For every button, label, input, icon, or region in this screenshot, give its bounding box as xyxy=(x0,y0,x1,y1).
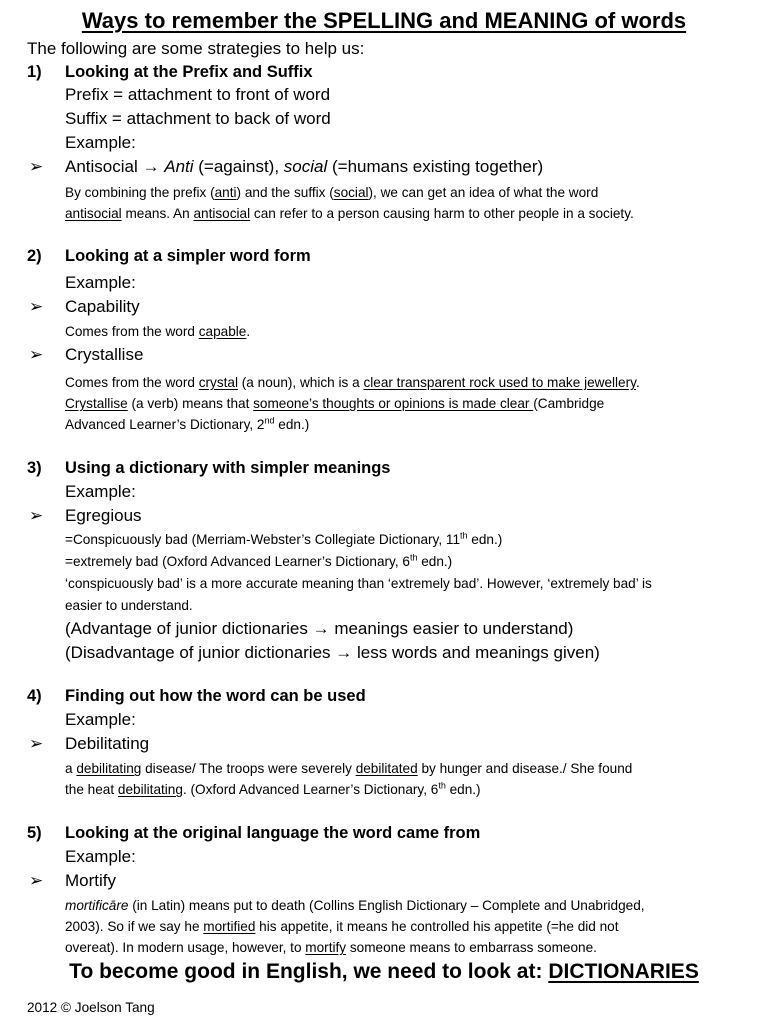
conclusion-banner: To become good in English, we need to look at: DICTIONARIES xyxy=(69,960,699,983)
example-label: Example: xyxy=(65,133,136,152)
section-1-heading: 1) Looking at the Prefix and Suffix xyxy=(27,63,313,81)
antisocial-explanation: By combining the prefix (anti) and the suffix (social), we can get an idea of what the word antisocial means. An antisocial can refer to a person causing harm to other people in a society. xyxy=(65,185,634,221)
bullet-arrow-icon: ➢ xyxy=(29,734,44,753)
word-egregious: Egregious xyxy=(65,506,142,525)
example-label: Example: xyxy=(65,847,136,866)
prefix-definition: Prefix = attachment to front of word xyxy=(65,85,331,104)
mortify-origin: mortificāre (in Latin) means put to death (Collins English Dictionary – Complete and Unabridged, 2003). So if we say he mortified his appetite, it means he controlled his appetite (=he did not overeat). In modern usage, however, to mortify someone means to embarrass someone. xyxy=(65,898,645,955)
arrow-icon: → xyxy=(335,643,353,662)
bullet-arrow-icon: ➢ xyxy=(29,345,44,364)
example-label: Example: xyxy=(65,710,136,729)
disadvantage-note: (Disadvantage of junior dictionaries → less words and meanings given) xyxy=(65,643,600,662)
copyright-notice: 2012 © Joelson Tang xyxy=(27,1000,155,1015)
word-crystallise: Crystallise xyxy=(65,345,144,364)
arrow-icon: → xyxy=(312,619,330,638)
arrow-icon: → xyxy=(142,157,160,176)
word-mortify: Mortify xyxy=(65,871,116,890)
bullet-arrow-icon: ➢ xyxy=(29,157,44,176)
section-4-heading: 4) Finding out how the word can be used xyxy=(27,687,366,705)
bullet-arrow-icon: ➢ xyxy=(29,871,44,890)
advantage-note: (Advantage of junior dictionaries → meanings easier to understand) xyxy=(65,619,574,638)
suffix-definition: Suffix = attachment to back of word xyxy=(65,109,331,128)
example-label: Example: xyxy=(65,273,136,292)
word-capability: Capability xyxy=(65,297,140,316)
crystallise-explanation: Comes from the word crystal (a noun), which is a clear transparent rock used to make jewellery. Crystallise (a verb) means that someone’s thoughts or opinions is made clear (Cambridge Advanced Learner’s Dictionary, 2nd edn.) xyxy=(65,375,640,432)
word-debilitating: Debilitating xyxy=(65,734,150,753)
page-title: Ways to remember the SPELLING and MEANING of words xyxy=(81,8,687,33)
example-label: Example: xyxy=(65,482,136,501)
section-5-heading: 5) Looking at the original language the word came from xyxy=(27,824,481,842)
capability-explanation: Comes from the word capable. xyxy=(65,324,251,339)
bullet-arrow-icon: ➢ xyxy=(29,506,44,525)
bullet-arrow-icon: ➢ xyxy=(29,297,44,316)
egregious-definitions: =Conspicuously bad (Merriam-Webster’s Collegiate Dictionary, 11th edn.) =extremely bad (Oxford Advanced Learner’s Dictionary, 6th edn.) ‘conspicuously bad’ is a more accurate meaning than ‘extremely bad’. However, ‘extremely bad’ is easier to understand. xyxy=(65,530,652,613)
intro-text: The following are some strategies to help us: xyxy=(27,39,365,58)
section-2-heading: 2) Looking at a simpler word form xyxy=(27,247,311,265)
section-3-heading: 3) Using a dictionary with simpler meanings xyxy=(27,459,391,477)
antisocial-breakdown: Antisocial → Anti (=against), social (=humans existing together) xyxy=(65,157,544,176)
debilitating-usage: a debilitating disease/ The troops were severely debilitated by hunger and disease./ She found the heat debilitating. (Oxford Advanced Learner’s Dictionary, 6th edn.) xyxy=(65,761,633,797)
